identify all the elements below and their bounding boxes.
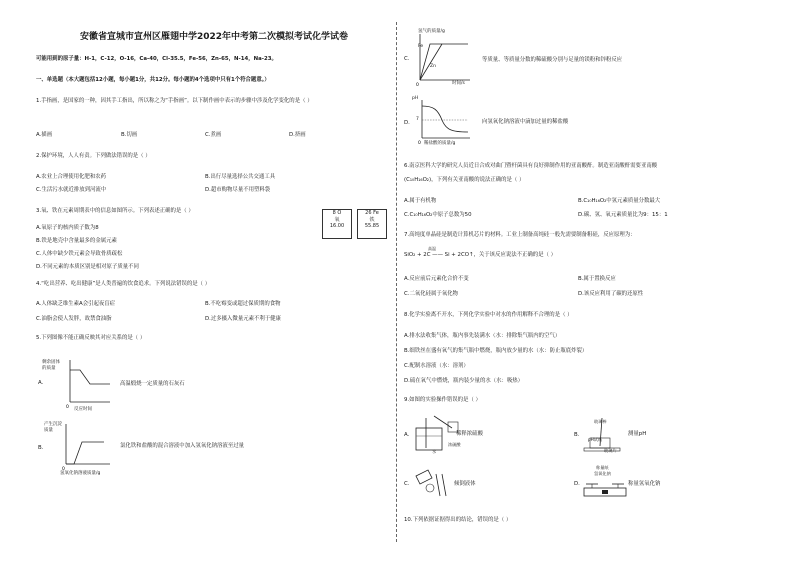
oxygen-symbol: O [337,210,342,216]
q9-a-desc: 稀释浓硫酸 [456,431,483,437]
q5-c-fe-label: Fe [418,44,424,49]
iron-name: 铁 [369,216,375,223]
q9-b-tag-glass: 玻璃片 [604,448,617,453]
q5-a-ylabel: 剩余固体的质量 [42,360,60,371]
q5-b-xlabel: 氢氧化钠溶液质量/g [60,471,101,476]
q5-d-xlabel: 稀盐酸的质量/g [424,141,456,146]
q5-d-seven: 7 [416,117,419,122]
atomic-masses: 可能用到的原子量：H-1，C-12，O-16，Ca-40，Cl-35.5，Fe-56，Zn-65，N-14，Na-23。 [36,56,277,62]
iron-number: 26 [365,210,372,216]
page-title: 安徽省宣城市宣州区雁翅中学2022年中考第二次模拟考试化学试卷 [79,32,349,42]
q1-option-a: A.描画 [36,132,53,138]
q9-b-tag-paper: pH试纸 [588,437,603,442]
q9-a-label: A. [404,432,410,438]
q6-option-a: A.属于有机物 [404,198,437,204]
q3-option-d: D.不同元素的本质区别是相对原子质量不同 [36,264,139,270]
q9-b-label: B. [574,432,580,438]
q5-a-label: A. [38,380,44,386]
q7-condition: 高温 [428,246,436,251]
q5-d-ylabel: pH [412,96,419,101]
q6-option-c: C.C₁₀H₁₆O₂中原子总数为50 [404,212,472,218]
q4-option-b: B.不吃霉变或超过保质期的食物 [205,301,281,307]
q5-a-desc: 高温煅烧一定质量的石灰石 [120,381,185,387]
q3-option-a: A.氧原子的核内质子数为8 [36,225,99,231]
q5-b-desc: 氯化铁和盐酸的混合溶液中加入氢氧化钠溶液至过量 [120,443,244,449]
q3-stem: 3.氧、铁在元素周期表中的信息如图所示。下列表述正确的是（ ） [36,208,194,214]
q5-d-label: D. [404,120,410,126]
q2-option-b: B.出行尽量选择公共交通工具 [205,174,276,180]
q1-option-d: D.挤画 [289,132,306,138]
q8-stem: 8.化学实验离不开水，下列化学实验中对水的作用解释不合理的是（ ） [404,312,573,318]
q6-option-d: D.碳、氢、氧元素质量比为9：15：1 [578,212,668,218]
q9-d-desc: 称量氢氧化钠 [628,481,661,487]
q5-c-label: C. [404,56,410,62]
q5-b-origin: 0 [62,467,65,470]
q9-stem: 9.如图的实验操作错误的是（ ） [404,397,481,403]
q5-c-zn-curve [420,44,442,80]
q2-option-a: A.农业上合理使用化肥和农药 [36,174,106,180]
q5-b-label: B. [38,445,44,451]
q9-c-desc: 倾倒液体 [454,481,476,487]
q9-a-tag-water: 水 [432,449,437,454]
iron-mass: 55.85 [364,223,380,229]
q5-b-ylabel: 产生沉淀质量 [44,422,62,433]
q5-d-curve [422,106,468,132]
q9-d-label: D. [574,481,580,487]
oxygen-name: 氧 [334,216,340,223]
q3-option-b: B.铁是地壳中含量最多的金属元素 [36,238,117,244]
q5-c-origin: 0 [416,83,419,88]
q5-d-desc: 向氢氧化钠溶液中滴加过量的稀盐酸 [482,119,569,125]
oxygen-mass: 16.00 [329,223,345,229]
q9-d-tag-paper: 称量纸 [596,465,609,470]
q2-stem: 2.保护环境，人人有责。下列做法错误的是（ ） [36,153,151,159]
q5-c-fe-curve [420,44,468,80]
q5-stem: 5.下列图像不能正确反映其对应关系的是（ ） [36,335,146,341]
q4-stem: 4.“吃出营养、吃出健康”是人类普遍的饮食追求。下列说法错误的是（ ） [36,281,211,287]
q2-option-d: D.超市购物尽量不用塑料袋 [205,187,271,193]
section-heading: 一、单选题（本大题包括12小题，每小题1分，共12分。每小题的4个选项中只有1个符合题意。） [36,77,270,83]
q7-option-a: A.反应前后元素化合价不变 [404,276,469,282]
q5-a-xlabel: 反应时间 [74,407,92,412]
column-divider [396,22,397,542]
iron-element-card [357,209,387,239]
q9-b-desc: 测量pH [628,431,647,437]
q9-c-pour-illustration [412,466,452,500]
q9-a-beaker-illustration [412,414,462,454]
q4-option-a: A.人体缺乏维生素A会引起夜盲症 [36,301,116,307]
q5-c-desc: 等质量、等质量分数的稀硫酸分别与足量的镁粉和锌粉反应 [482,57,623,63]
q9-d-tag-naoh: 氢氧化钠 [594,471,611,476]
q5-a-origin: 0 [66,405,69,410]
q4-option-c: C.油脂会使人发胖，故禁食油脂 [36,316,112,322]
q8-option-c: C.配制水溶液（水：溶剂） [404,363,469,369]
q8-option-b: B.细铁丝在盛有氧气的集气瓶中燃烧，瓶内放少量的水（水：防止瓶底炸裂） [404,348,588,354]
q7-option-c: C.二氧化硅属于氧化物 [404,291,458,297]
q1-option-b: B.切画 [121,132,138,138]
q9-c-label: C. [404,481,410,487]
q7-option-d: D.该反应利用了碳的还原性 [578,291,644,297]
q5-c-ylabel: 氢气的质量/g [418,29,445,34]
q3-option-c: C.人体中缺少铁元素会导致骨质疏松 [36,251,123,257]
oxygen-number: 8 [332,210,336,216]
q9-b-tag-rod: 玻璃棒 [594,419,607,424]
q10-stem: 10.下列依据证据得出的结论，错误的是（ ） [404,517,512,523]
q6-stem-line1: 6.南京医科大学的研究人员近日合成对曲门暨杆菌具有良好抑制作用的亚南酸酐。制造亚南酸酐需要亚南酸 [404,163,658,169]
q8-option-a: A.排水法收集气体，瓶内事先装满水（水：排除集气瓶内的空气） [404,333,561,339]
q5-d-graph [412,94,474,144]
q6-stem-line2: (C₁₀H₁₆O₂)，下列有关亚南酸的说法正确的是（ ） [404,177,525,183]
iron-symbol: Fe [373,210,379,216]
q5-b-curve [66,442,104,464]
q9-a-tag-acid: 浓硫酸 [448,442,461,447]
q5-a-curve [70,370,110,384]
q1-option-c: C.煮画 [205,132,222,138]
q5-c-graph [412,28,474,88]
q5-c-xlabel: 时间/s [452,81,465,86]
q7-option-b: B.属于置换反应 [578,276,616,282]
q6-option-b: B.C₁₀H₁₆O₂中氢元素质量分数最大 [578,198,661,204]
q8-option-d: D.硫在氧气中燃烧，瓶内装少量的水（水：吸热） [404,378,524,384]
q7-equation: SiO₂ + 2C —— Si + 2CO↑，关于该反应说法不正确的是（ ） [404,252,557,258]
q1-stem: 1.手指画，是国家的一种，因其手工指出，所以称之为“手指画”。以下制作画中表示的步骤中涉及化学变化的是（ ） [36,98,313,104]
q2-option-c: C.生活污水就近排放到河流中 [36,187,107,193]
oxygen-element-card [322,209,352,239]
q7-stem-line1: 7.高纯度单晶硅是制造计算机芯片的材料。工业上制备高纯硅一般先需要制备粗硅，反应原理为： [404,232,636,238]
q4-option-d: D.过多摄入微量元素不利于健康 [205,316,281,322]
q5-d-origin: 0 [418,141,421,144]
q5-c-zn-label: Zn [430,64,436,69]
